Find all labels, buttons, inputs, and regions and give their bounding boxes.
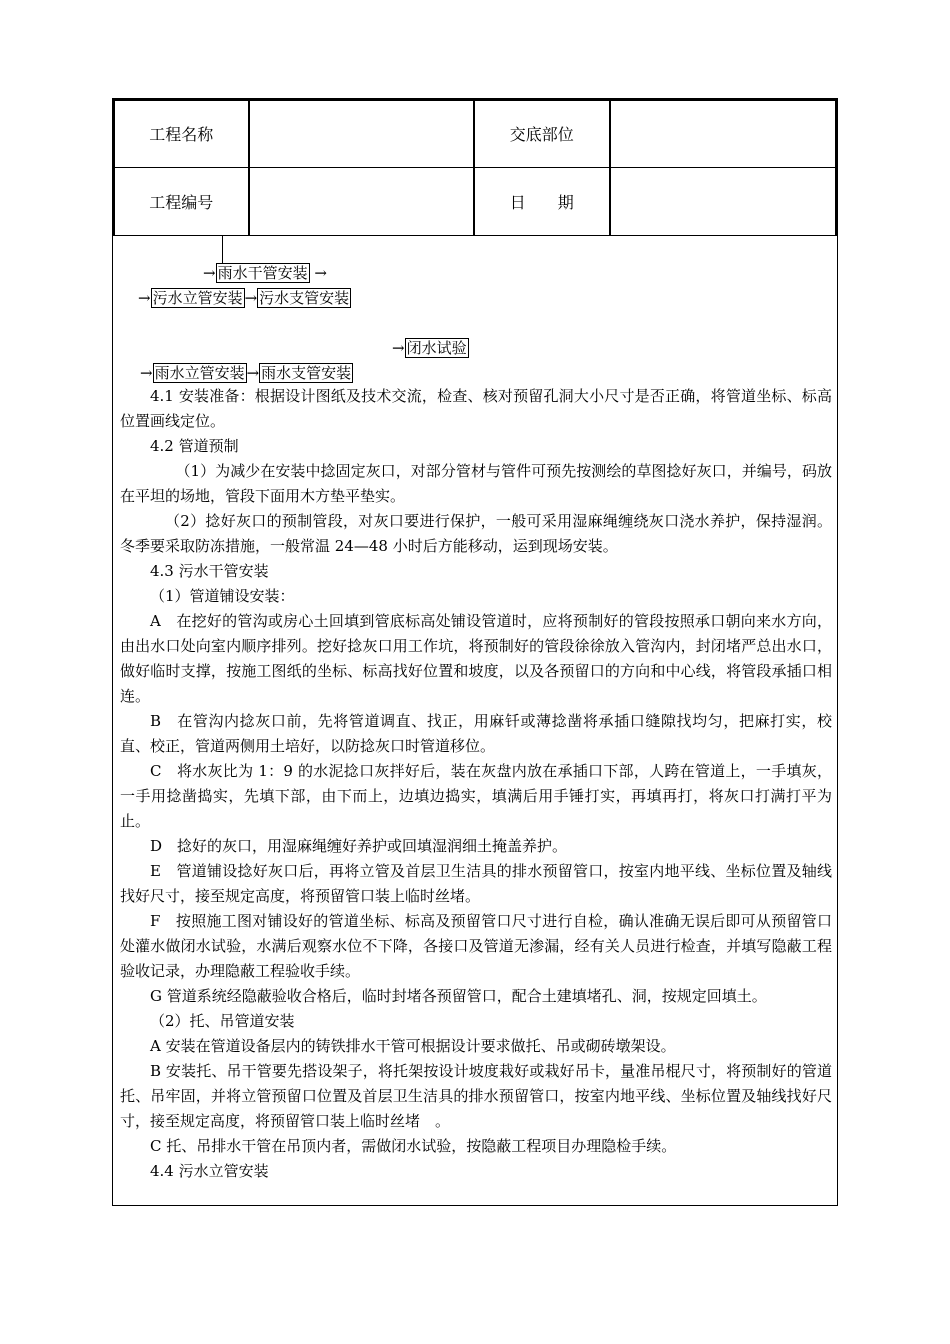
flow-line-rain-main	[203, 263, 327, 283]
paragraph: 4.3 污水干管安装	[150, 562, 269, 580]
header-row-1	[113, 99, 837, 168]
project-name-value[interactable]	[250, 99, 475, 167]
paragraph: 4.2 管道预制	[150, 437, 239, 455]
flow-arrow: →	[314, 264, 327, 282]
flow-arrow: →	[138, 289, 151, 307]
project-number-value[interactable]	[250, 167, 475, 235]
flow-box-closed-water-test: 闭水试验	[406, 339, 467, 357]
paragraph: （1）为减少在安装中捻固定灰口，对部分管材与管件可预先按测绘的草图捻好灰口，并编号，码放在平坦的场地，管段下面用木方垫平垫实。	[120, 462, 832, 505]
paragraph: C 将水灰比为 1：9 的水泥捻口灰拌好后，装在灰盘内放在承插口下部，人跨在管道上，一手填灰，一手用捻凿捣实，先填下部，由下而上，边填边捣实，填满后用手锤打实，再填再打，将灰口打满打平为止。	[120, 762, 832, 830]
flow-arrow: →	[140, 364, 153, 382]
paragraph: （1）管道铺设安装：	[150, 587, 295, 605]
header-row-2	[113, 167, 837, 236]
flow-line-closed-water-test	[392, 338, 469, 358]
paragraph: B 在管沟内捻灰口前，先将管道调直、找正，用麻钎或薄捻凿将承插口缝隙找均匀，把麻打实，校直、校正，管道两侧用土培好，以防捻灰口时管道移位。	[120, 712, 832, 755]
paragraph: C 托、吊排水干管在吊顶内者，需做闭水试验，按隐蔽工程项目办理隐检手续。	[150, 1137, 677, 1155]
flow-box-sewage-branch: 污水支管安装	[259, 289, 350, 307]
date-label: 日 期	[475, 167, 611, 235]
handover-part-value[interactable]	[611, 99, 837, 167]
flow-arrow: →	[392, 339, 405, 357]
paragraph: E 管道铺设捻好灰口后，再将立管及首层卫生洁具的排水预留管口，按室内地平线、坐标位置及轴线找好尺寸，接至规定高度，将预留管口装上临时丝堵。	[120, 862, 832, 905]
flow-box-rain-branch: 雨水支管安装	[261, 364, 352, 382]
flow-box-sewage-riser: 污水立管安装	[152, 289, 243, 307]
flow-arrow: →	[244, 289, 258, 307]
flow-connector-line	[222, 236, 223, 263]
flow-box-rain-main: 雨水干管安装	[217, 264, 308, 282]
paragraph: （2）托、吊管道安装	[150, 1012, 295, 1030]
body-text	[120, 384, 832, 1184]
flow-box-rain-riser: 雨水立管安装	[154, 364, 245, 382]
flow-arrow: →	[246, 364, 260, 382]
date-value[interactable]	[611, 167, 837, 235]
paragraph: 4.4 污水立管安装	[150, 1162, 269, 1180]
flow-line-rain	[140, 363, 353, 383]
paragraph: A 在挖好的管沟或房心土回填到管底标高处铺设管道时，应将预制好的管段按照承口朝向来水方向，由出水口处向室内顺序排列。挖好捻灰口用工作坑，将预制好的管段徐徐放入管沟内，封闭堵严总出水口，做好临时支撑，按施工图纸的坐标、标高找好位置和坡度，以及各预留口的方向和中心线，将管段承插口相连。	[120, 612, 832, 705]
paragraph: 4.1 安装准备：根据设计图纸及技术交流，检查、核对预留孔洞大小尺寸是否正确，将管道坐标、标高位置画线定位。	[120, 387, 832, 430]
paragraph: D 捻好的灰口，用湿麻绳缠好养护或回填湿润细土掩盖养护。	[150, 837, 568, 855]
paragraph: F 按照施工图对铺设好的管道坐标、标高及预留管口尺寸进行自检，确认准确无误后即可从预留管口处灌水做闭水试验，水满后观察水位不下降，各接口及管道无渗漏，经有关人员进行检查，并填写隐蔽工程验收记录，办理隐蔽工程验收手续。	[120, 912, 832, 980]
paragraph: A 安装在管道设备层内的铸铁排水干管可根据设计要求做托、吊或砌砖墩架设。	[150, 1037, 676, 1055]
handover-part-label: 交底部位	[475, 99, 611, 167]
paragraph: G 管道系统经隐蔽验收合格后，临时封堵各预留管口，配合土建填堵孔、洞，按规定回填土。	[150, 987, 767, 1005]
project-number-label: 工程编号	[113, 167, 250, 235]
paragraph: （2）捻好灰口的预制管段，对灰口要进行保护，一般可采用湿麻绳缠绕灰口浇水养护，保持湿润。冬季要采取防冻措施，一般常温 24—48 小时后方能移动，运到现场安装。	[120, 512, 832, 555]
paragraph: B 安装托、吊干管要先搭设架子，将托架按设计坡度栽好或栽好吊卡，量准吊棍尺寸，将预制好的管道托、吊牢固，并将立管预留口位置及首层卫生洁具的排水预留管口，按室内地平线、坐标位置及轴线找好尺寸，接至规定高度，将预留管口装上临时丝堵 。	[120, 1062, 832, 1130]
flow-line-sewage	[138, 288, 351, 308]
project-name-label: 工程名称	[113, 99, 250, 167]
flow-arrow: →	[203, 264, 216, 282]
